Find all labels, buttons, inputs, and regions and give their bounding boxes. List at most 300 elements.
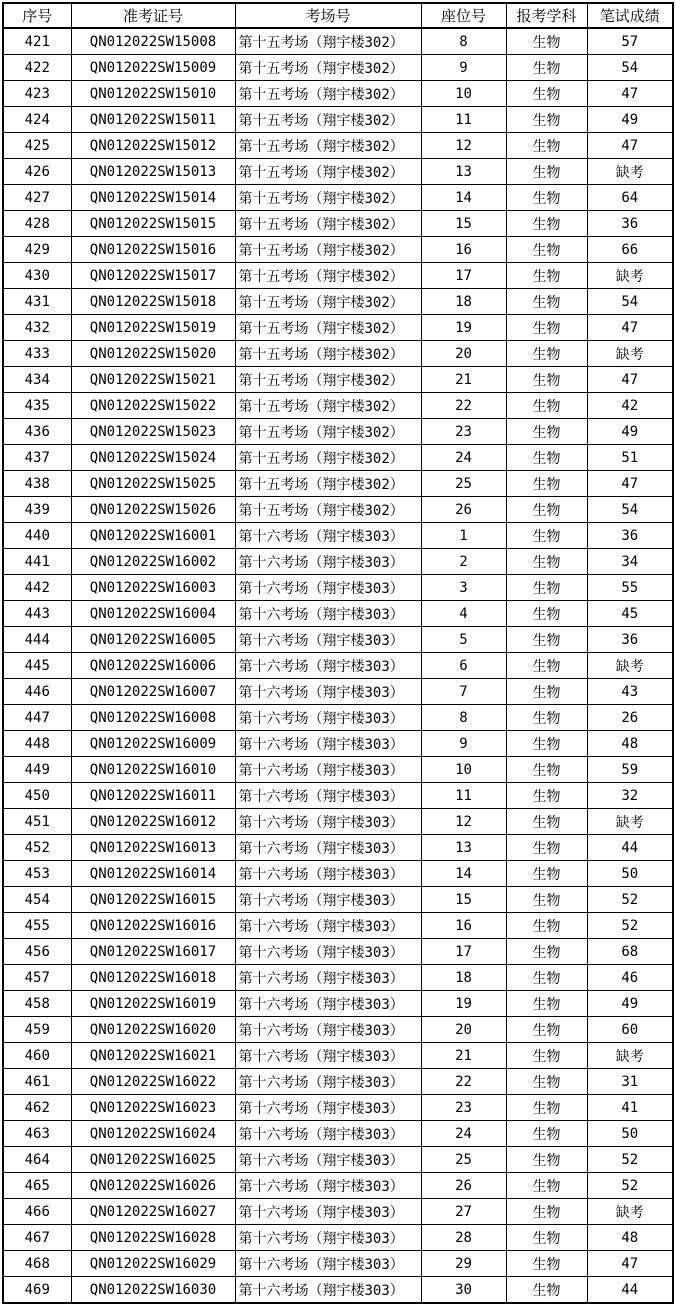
cell-written-score: 36 [587,627,673,653]
cell-subject: 生物 [506,1147,587,1173]
cell-written-score: 54 [587,289,673,315]
table-row [3,341,673,367]
cell-serial-number: 451 [3,809,71,835]
cell-subject: 生物 [506,653,587,679]
table-row [3,393,673,419]
cell-seat-number: 23 [421,419,506,445]
table-row [3,1017,673,1043]
header-row [3,3,673,28]
cell-written-score: 52 [587,1147,673,1173]
cell-written-score: 68 [587,939,673,965]
cell-seat-number: 18 [421,289,506,315]
cell-ticket-number: QN012022SW16013 [71,835,235,861]
cell-ticket-number: QN012022SW16012 [71,809,235,835]
cell-seat-number: 19 [421,991,506,1017]
cell-exam-room: 第十六考场（翔宇楼303） [235,731,421,757]
cell-exam-room: 第十六考场（翔宇楼303） [235,523,421,549]
cell-exam-room: 第十六考场（翔宇楼303） [235,1069,421,1095]
cell-subject: 生物 [506,679,587,705]
cell-subject: 生物 [506,185,587,211]
cell-exam-room: 第十五考场（翔宇楼302） [235,315,421,341]
table-row [3,1225,673,1251]
cell-subject: 生物 [506,523,587,549]
cell-ticket-number: QN012022SW16003 [71,575,235,601]
cell-ticket-number: QN012022SW15020 [71,341,235,367]
cell-written-score: 47 [587,471,673,497]
cell-ticket-number: QN012022SW16019 [71,991,235,1017]
cell-written-score: 47 [587,1251,673,1277]
cell-serial-number: 435 [3,393,71,419]
table-row [3,471,673,497]
cell-written-score: 49 [587,991,673,1017]
cell-subject: 生物 [506,55,587,81]
table-row [3,28,673,55]
cell-exam-room: 第十六考场（翔宇楼303） [235,575,421,601]
cell-serial-number: 468 [3,1251,71,1277]
cell-seat-number: 8 [421,705,506,731]
cell-ticket-number: QN012022SW16021 [71,1043,235,1069]
col-header-written-score: 笔试成绩 [587,3,673,28]
cell-subject: 生物 [506,159,587,185]
cell-serial-number: 457 [3,965,71,991]
cell-serial-number: 456 [3,939,71,965]
cell-written-score: 36 [587,523,673,549]
table-row [3,835,673,861]
cell-written-score: 47 [587,81,673,107]
cell-ticket-number: QN012022SW16016 [71,913,235,939]
cell-exam-room: 第十六考场（翔宇楼303） [235,809,421,835]
cell-exam-room: 第十五考场（翔宇楼302） [235,211,421,237]
table-row [3,211,673,237]
cell-ticket-number: QN012022SW15011 [71,107,235,133]
table-row [3,783,673,809]
cell-serial-number: 441 [3,549,71,575]
cell-serial-number: 443 [3,601,71,627]
cell-exam-room: 第十五考场（翔宇楼302） [235,107,421,133]
cell-serial-number: 448 [3,731,71,757]
cell-written-score: 36 [587,211,673,237]
table-row [3,445,673,471]
cell-serial-number: 463 [3,1121,71,1147]
cell-ticket-number: QN012022SW15024 [71,445,235,471]
cell-subject: 生物 [506,1069,587,1095]
cell-subject: 生物 [506,575,587,601]
cell-seat-number: 14 [421,861,506,887]
cell-serial-number: 423 [3,81,71,107]
table-row [3,419,673,445]
cell-seat-number: 13 [421,835,506,861]
cell-written-score: 48 [587,1225,673,1251]
cell-serial-number: 464 [3,1147,71,1173]
cell-ticket-number: QN012022SW16030 [71,1277,235,1304]
cell-exam-room: 第十六考场（翔宇楼303） [235,965,421,991]
cell-serial-number: 440 [3,523,71,549]
cell-exam-room: 第十五考场（翔宇楼302） [235,55,421,81]
cell-written-score: 45 [587,601,673,627]
cell-exam-room: 第十六考场（翔宇楼303） [235,835,421,861]
cell-written-score: 47 [587,315,673,341]
table-row [3,913,673,939]
cell-written-score: 31 [587,1069,673,1095]
cell-ticket-number: QN012022SW16007 [71,679,235,705]
cell-exam-room: 第十六考场（翔宇楼303） [235,939,421,965]
cell-written-score: 50 [587,1121,673,1147]
table-row [3,679,673,705]
cell-written-score: 缺考 [587,1043,673,1069]
cell-subject: 生物 [506,1095,587,1121]
cell-written-score: 缺考 [587,809,673,835]
table-row [3,289,673,315]
cell-serial-number: 449 [3,757,71,783]
cell-exam-room: 第十五考场（翔宇楼302） [235,185,421,211]
cell-ticket-number: QN012022SW15016 [71,237,235,263]
cell-subject: 生物 [506,107,587,133]
cell-exam-room: 第十六考场（翔宇楼303） [235,549,421,575]
cell-written-score: 48 [587,731,673,757]
cell-serial-number: 424 [3,107,71,133]
cell-serial-number: 466 [3,1199,71,1225]
table-row [3,367,673,393]
cell-seat-number: 11 [421,107,506,133]
cell-seat-number: 30 [421,1277,506,1304]
cell-subject: 生物 [506,731,587,757]
cell-exam-room: 第十五考场（翔宇楼302） [235,393,421,419]
cell-ticket-number: QN012022SW16022 [71,1069,235,1095]
cell-ticket-number: QN012022SW16017 [71,939,235,965]
cell-written-score: 51 [587,445,673,471]
cell-exam-room: 第十六考场（翔宇楼303） [235,913,421,939]
cell-seat-number: 4 [421,601,506,627]
cell-seat-number: 23 [421,1095,506,1121]
cell-ticket-number: QN012022SW15018 [71,289,235,315]
cell-written-score: 54 [587,497,673,523]
table-row [3,731,673,757]
cell-subject: 生物 [506,705,587,731]
cell-serial-number: 469 [3,1277,71,1304]
cell-exam-room: 第十六考场（翔宇楼303） [235,1043,421,1069]
cell-serial-number: 428 [3,211,71,237]
table-row [3,159,673,185]
cell-seat-number: 24 [421,445,506,471]
cell-serial-number: 431 [3,289,71,315]
cell-subject: 生物 [506,601,587,627]
cell-ticket-number: QN012022SW15023 [71,419,235,445]
cell-ticket-number: QN012022SW15026 [71,497,235,523]
cell-written-score: 44 [587,835,673,861]
cell-exam-room: 第十五考场（翔宇楼302） [235,367,421,393]
cell-exam-room: 第十五考场（翔宇楼302） [235,263,421,289]
cell-written-score: 32 [587,783,673,809]
table-row [3,627,673,653]
cell-serial-number: 444 [3,627,71,653]
cell-exam-room: 第十六考场（翔宇楼303） [235,1017,421,1043]
table-header [3,3,673,28]
cell-exam-room: 第十六考场（翔宇楼303） [235,887,421,913]
table-row [3,549,673,575]
cell-subject: 生物 [506,263,587,289]
cell-ticket-number: QN012022SW16023 [71,1095,235,1121]
cell-written-score: 52 [587,1173,673,1199]
cell-serial-number: 446 [3,679,71,705]
cell-serial-number: 465 [3,1173,71,1199]
cell-serial-number: 421 [3,28,71,55]
cell-serial-number: 437 [3,445,71,471]
cell-ticket-number: QN012022SW15017 [71,263,235,289]
cell-subject: 生物 [506,809,587,835]
cell-seat-number: 11 [421,783,506,809]
cell-written-score: 41 [587,1095,673,1121]
cell-ticket-number: QN012022SW16002 [71,549,235,575]
cell-written-score: 52 [587,887,673,913]
cell-seat-number: 22 [421,1069,506,1095]
table-row [3,887,673,913]
cell-ticket-number: QN012022SW15010 [71,81,235,107]
col-header-serial-number: 序号 [3,3,71,28]
cell-subject: 生物 [506,471,587,497]
cell-seat-number: 14 [421,185,506,211]
cell-written-score: 缺考 [587,1199,673,1225]
cell-written-score: 66 [587,237,673,263]
cell-seat-number: 26 [421,1173,506,1199]
cell-ticket-number: QN012022SW16005 [71,627,235,653]
cell-seat-number: 25 [421,471,506,497]
cell-seat-number: 12 [421,809,506,835]
cell-exam-room: 第十六考场（翔宇楼303） [235,679,421,705]
cell-serial-number: 438 [3,471,71,497]
cell-subject: 生物 [506,861,587,887]
cell-exam-room: 第十六考场（翔宇楼303） [235,1095,421,1121]
cell-seat-number: 24 [421,1121,506,1147]
cell-serial-number: 467 [3,1225,71,1251]
table-row [3,1069,673,1095]
cell-written-score: 34 [587,549,673,575]
cell-seat-number: 21 [421,1043,506,1069]
cell-subject: 生物 [506,965,587,991]
cell-serial-number: 439 [3,497,71,523]
cell-subject: 生物 [506,1121,587,1147]
cell-written-score: 缺考 [587,341,673,367]
cell-subject: 生物 [506,627,587,653]
cell-seat-number: 10 [421,757,506,783]
cell-subject: 生物 [506,1277,587,1304]
cell-exam-room: 第十六考场（翔宇楼303） [235,757,421,783]
cell-ticket-number: QN012022SW16008 [71,705,235,731]
cell-subject: 生物 [506,887,587,913]
table-row [3,1277,673,1304]
cell-ticket-number: QN012022SW16001 [71,523,235,549]
cell-written-score: 49 [587,419,673,445]
table-row [3,1043,673,1069]
col-header-subject: 报考学科 [506,3,587,28]
cell-exam-room: 第十五考场（翔宇楼302） [235,159,421,185]
cell-exam-room: 第十六考场（翔宇楼303） [235,861,421,887]
cell-exam-room: 第十六考场（翔宇楼303） [235,627,421,653]
cell-exam-room: 第十五考场（翔宇楼302） [235,289,421,315]
cell-exam-room: 第十五考场（翔宇楼302） [235,28,421,55]
cell-serial-number: 429 [3,237,71,263]
cell-seat-number: 5 [421,627,506,653]
cell-serial-number: 434 [3,367,71,393]
cell-exam-room: 第十六考场（翔宇楼303） [235,1251,421,1277]
cell-subject: 生物 [506,237,587,263]
cell-serial-number: 426 [3,159,71,185]
cell-seat-number: 9 [421,55,506,81]
cell-seat-number: 10 [421,81,506,107]
table-row [3,965,673,991]
cell-exam-room: 第十五考场（翔宇楼302） [235,341,421,367]
cell-subject: 生物 [506,991,587,1017]
cell-serial-number: 432 [3,315,71,341]
cell-serial-number: 433 [3,341,71,367]
cell-seat-number: 3 [421,575,506,601]
table-row [3,991,673,1017]
table-row [3,315,673,341]
cell-subject: 生物 [506,367,587,393]
table-row [3,133,673,159]
cell-subject: 生物 [506,1017,587,1043]
cell-written-score: 59 [587,757,673,783]
cell-subject: 生物 [506,913,587,939]
table-row [3,185,673,211]
cell-ticket-number: QN012022SW15019 [71,315,235,341]
cell-exam-room: 第十五考场（翔宇楼302） [235,445,421,471]
cell-seat-number: 19 [421,315,506,341]
cell-ticket-number: QN012022SW16020 [71,1017,235,1043]
cell-ticket-number: QN012022SW15008 [71,28,235,55]
exam-score-table [2,2,674,1304]
cell-subject: 生物 [506,315,587,341]
table-row [3,1251,673,1277]
cell-seat-number: 27 [421,1199,506,1225]
cell-exam-room: 第十六考场（翔宇楼303） [235,1277,421,1304]
cell-exam-room: 第十五考场（翔宇楼302） [235,471,421,497]
cell-subject: 生物 [506,28,587,55]
cell-written-score: 43 [587,679,673,705]
cell-subject: 生物 [506,1251,587,1277]
table-row [3,497,673,523]
table-row [3,1147,673,1173]
cell-subject: 生物 [506,341,587,367]
cell-ticket-number: QN012022SW16011 [71,783,235,809]
cell-seat-number: 18 [421,965,506,991]
cell-exam-room: 第十五考场（翔宇楼302） [235,133,421,159]
cell-ticket-number: QN012022SW16014 [71,861,235,887]
cell-subject: 生物 [506,835,587,861]
cell-ticket-number: QN012022SW16026 [71,1173,235,1199]
cell-seat-number: 16 [421,913,506,939]
cell-subject: 生物 [506,1173,587,1199]
table-row [3,653,673,679]
cell-serial-number: 453 [3,861,71,887]
cell-written-score: 47 [587,367,673,393]
cell-subject: 生物 [506,549,587,575]
cell-seat-number: 26 [421,497,506,523]
table-row [3,939,673,965]
cell-subject: 生物 [506,1225,587,1251]
cell-exam-room: 第十六考场（翔宇楼303） [235,1173,421,1199]
cell-written-score: 49 [587,107,673,133]
cell-written-score: 54 [587,55,673,81]
cell-serial-number: 442 [3,575,71,601]
cell-seat-number: 15 [421,211,506,237]
cell-exam-room: 第十六考场（翔宇楼303） [235,783,421,809]
cell-subject: 生物 [506,1043,587,1069]
cell-written-score: 缺考 [587,159,673,185]
cell-serial-number: 445 [3,653,71,679]
table-row [3,809,673,835]
cell-written-score: 47 [587,133,673,159]
cell-written-score: 46 [587,965,673,991]
cell-subject: 生物 [506,133,587,159]
cell-subject: 生物 [506,393,587,419]
cell-ticket-number: QN012022SW15022 [71,393,235,419]
col-header-exam-room: 考场号 [235,3,421,28]
cell-ticket-number: QN012022SW15009 [71,55,235,81]
cell-exam-room: 第十六考场（翔宇楼303） [235,601,421,627]
cell-ticket-number: QN012022SW15015 [71,211,235,237]
cell-subject: 生物 [506,497,587,523]
cell-written-score: 50 [587,861,673,887]
cell-serial-number: 452 [3,835,71,861]
cell-exam-room: 第十五考场（翔宇楼302） [235,81,421,107]
table-row [3,523,673,549]
cell-serial-number: 458 [3,991,71,1017]
table-row [3,55,673,81]
table-row [3,1173,673,1199]
cell-subject: 生物 [506,211,587,237]
cell-ticket-number: QN012022SW15012 [71,133,235,159]
cell-seat-number: 1 [421,523,506,549]
cell-written-score: 缺考 [587,653,673,679]
cell-exam-room: 第十六考场（翔宇楼303） [235,705,421,731]
cell-seat-number: 8 [421,28,506,55]
cell-serial-number: 422 [3,55,71,81]
cell-seat-number: 17 [421,263,506,289]
cell-ticket-number: QN012022SW16006 [71,653,235,679]
cell-exam-room: 第十五考场（翔宇楼302） [235,497,421,523]
table-row [3,757,673,783]
cell-seat-number: 7 [421,679,506,705]
cell-ticket-number: QN012022SW16009 [71,731,235,757]
cell-seat-number: 20 [421,1017,506,1043]
table-row [3,861,673,887]
cell-seat-number: 9 [421,731,506,757]
table-row [3,1199,673,1225]
cell-serial-number: 447 [3,705,71,731]
table-row [3,81,673,107]
cell-serial-number: 461 [3,1069,71,1095]
cell-seat-number: 15 [421,887,506,913]
table-row [3,237,673,263]
cell-seat-number: 25 [421,1147,506,1173]
cell-exam-room: 第十六考场（翔宇楼303） [235,1225,421,1251]
cell-written-score: 缺考 [587,263,673,289]
table-row [3,107,673,133]
cell-exam-room: 第十六考场（翔宇楼303） [235,991,421,1017]
col-header-ticket-number: 准考证号 [71,3,235,28]
cell-ticket-number: QN012022SW15014 [71,185,235,211]
cell-serial-number: 455 [3,913,71,939]
cell-written-score: 64 [587,185,673,211]
cell-ticket-number: QN012022SW16015 [71,887,235,913]
cell-written-score: 26 [587,705,673,731]
cell-subject: 生物 [506,445,587,471]
table-row [3,1095,673,1121]
cell-serial-number: 460 [3,1043,71,1069]
cell-serial-number: 436 [3,419,71,445]
cell-written-score: 55 [587,575,673,601]
cell-serial-number: 427 [3,185,71,211]
